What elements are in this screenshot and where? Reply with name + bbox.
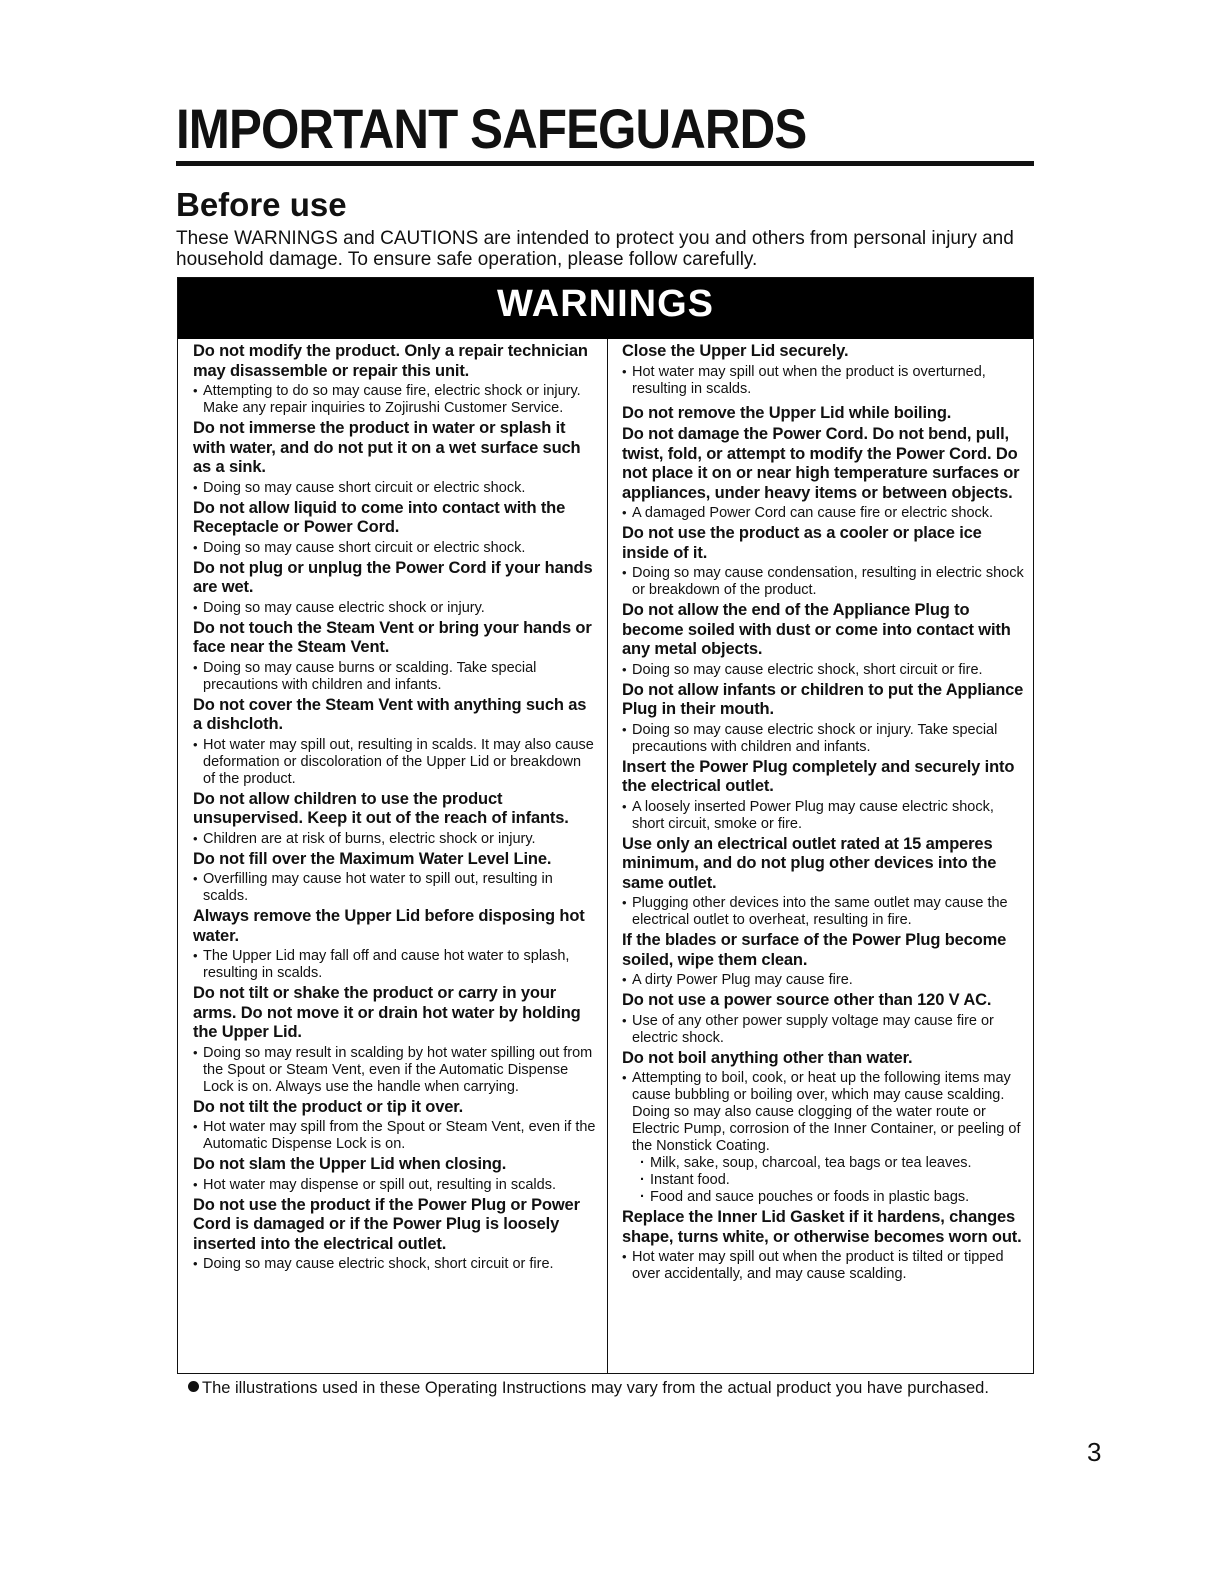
warning-item bbox=[622, 833, 1027, 930]
warning-detail: • Doing so may result in scalding by hot water spilling out from the Spout or Steam Vent, even if the Automatic Dispense Lock is on. Always use the handle when carrying. bbox=[193, 1044, 597, 1096]
warning-detail: • Doing so may cause short circuit or electric shock. bbox=[193, 539, 597, 557]
warning-heading: Do not remove the Upper Lid while boiling. bbox=[622, 403, 952, 422]
warning-heading: Do not immerse the product in water or splash it with water, and do not put it on a wet surface such as a sink. bbox=[193, 419, 581, 476]
warning-item bbox=[193, 557, 597, 617]
warning-heading: Do not use a power source other than 120 V AC. bbox=[622, 991, 992, 1009]
warnings-box bbox=[177, 277, 1034, 1374]
warning-item bbox=[622, 989, 1027, 1047]
warning-item bbox=[622, 1206, 1027, 1283]
warning-item bbox=[622, 522, 1027, 599]
section-title: Before use bbox=[176, 186, 347, 223]
warning-item bbox=[193, 982, 597, 1096]
page-number: 3 bbox=[1087, 1437, 1102, 1467]
warning-detail: • A damaged Power Cord can cause fire or electric shock. bbox=[622, 504, 1027, 522]
warning-detail: • A dirty Power Plug may cause fire. bbox=[622, 971, 1027, 989]
warning-item bbox=[193, 497, 597, 557]
warning-item bbox=[622, 1047, 1027, 1207]
warning-detail: • The Upper Lid may fall off and cause hot water to splash, resulting in scalds. bbox=[193, 947, 597, 982]
warning-heading: Insert the Power Plug completely and securely into the electrical outlet. bbox=[622, 757, 1015, 795]
warnings-header: WARNINGS bbox=[178, 278, 1033, 339]
warning-detail: • Doing so may cause burns or scalding. Take special precautions with children and infants. bbox=[193, 659, 597, 694]
warning-item bbox=[193, 617, 597, 694]
boil-subitem: · Food and sauce pouches or foods in plastic bags. bbox=[640, 1189, 1027, 1206]
warning-heading: Do not use the product if the Power Plug or Power Cord is damaged or if the Power Plug is loosely inserted into the electrical outlet. bbox=[193, 1195, 580, 1253]
warning-item bbox=[193, 340, 597, 417]
warning-item bbox=[193, 788, 597, 848]
boil-subitem: · Milk, sake, soup, charcoal, tea bags or tea leaves. bbox=[640, 1155, 1027, 1172]
warning-detail: • Attempting to do so may cause fire, electric shock or injury. Make any repair inquiries to Zojirushi Customer Service. bbox=[193, 382, 597, 417]
warning-detail: • Hot water may dispense or spill out, resulting in scalds. bbox=[193, 1176, 597, 1194]
warning-item bbox=[622, 402, 1027, 424]
warning-item bbox=[622, 599, 1027, 679]
warning-item bbox=[193, 417, 597, 497]
warning-heading: Do not boil anything other than water. bbox=[622, 1048, 913, 1067]
warning-item bbox=[622, 929, 1027, 989]
warning-item bbox=[193, 1153, 597, 1194]
warning-detail: • Use of any other power supply voltage may cause fire or electric shock. bbox=[622, 1012, 1027, 1047]
warning-heading: Do not slam the Upper Lid when closing. bbox=[193, 1155, 507, 1173]
page-title: IMPORTANT SAFEGUARDS bbox=[176, 97, 807, 160]
warning-heading: Do not damage the Power Cord. Do not bend, pull, twist, fold, or attempt to modify the Power Cord. Do not place it on or near high temperature surfaces or appliances, under heavy items or between objects. bbox=[622, 425, 1020, 502]
warning-heading: Always remove the Upper Lid before disposing hot water. bbox=[193, 907, 585, 945]
warning-heading: Do not allow the end of the Appliance Plug to become soiled with dust or come into contact with any metal objects. bbox=[622, 601, 1011, 658]
warning-heading: Do not tilt or shake the product or carry in your arms. Do not move it or drain hot water by holding the Upper Lid. bbox=[193, 984, 581, 1041]
warning-heading: Do not allow infants or children to put the Appliance Plug in their mouth. bbox=[622, 680, 1024, 718]
warning-detail: • Plugging other devices into the same outlet may cause the electrical outlet to overheat, resulting in fire. bbox=[622, 894, 1027, 929]
warning-detail: • Hot water may spill out when the product is overturned, resulting in scalds. bbox=[622, 363, 1027, 398]
warning-heading: Use only an electrical outlet rated at 15 amperes minimum, and do not plug other devices into the same outlet. bbox=[622, 834, 997, 892]
boil-subitem: · Instant food. bbox=[640, 1172, 1027, 1189]
warning-detail: • Doing so may cause short circuit or electric shock. bbox=[193, 479, 597, 497]
warning-detail: • A loosely inserted Power Plug may cause electric shock, short circuit, smoke or fire. bbox=[622, 798, 1027, 833]
warning-heading: Do not plug or unplug the Power Cord if your hands are wet. bbox=[193, 558, 593, 596]
warning-detail: • Hot water may spill out, resulting in scalds. It may also cause deformation or discoloration of the Upper Lid or breakdown of the product. bbox=[193, 736, 597, 788]
warning-heading: Do not use the product as a cooler or place ice inside of it. bbox=[622, 524, 982, 562]
footnote bbox=[188, 1379, 989, 1398]
warning-heading: Do not modify the product. Only a repair technician may disassemble or repair this unit. bbox=[193, 342, 588, 380]
warning-item bbox=[193, 694, 597, 788]
warning-item bbox=[622, 756, 1027, 833]
warning-item bbox=[622, 340, 1027, 398]
warnings-left-column bbox=[178, 339, 608, 1373]
warnings-right-column bbox=[608, 339, 1033, 1373]
warning-heading: Replace the Inner Lid Gasket if it hardens, changes shape, turns white, or otherwise becomes worn out. bbox=[622, 1208, 1022, 1246]
footnote-text: The illustrations used in these Operating Instructions may vary from the actual product you have purchased. bbox=[202, 1379, 989, 1397]
warning-heading: If the blades or surface of the Power Plug become soiled, wipe them clean. bbox=[622, 931, 1007, 969]
bullet-dot-icon bbox=[188, 1381, 199, 1392]
warning-item bbox=[622, 423, 1027, 522]
warning-detail: • Overfilling may cause hot water to spill out, resulting in scalds. bbox=[193, 870, 597, 905]
warning-detail: • Doing so may cause electric shock, short circuit or fire. bbox=[622, 661, 1027, 679]
warning-heading: Do not tilt the product or tip it over. bbox=[193, 1097, 464, 1116]
warning-detail: • Hot water may spill from the Spout or Steam Vent, even if the Automatic Dispense Lock is on. bbox=[193, 1118, 597, 1153]
warning-detail: • Doing so may cause condensation, resulting in electric shock or breakdown of the product. bbox=[622, 564, 1027, 599]
warning-heading: Do not allow liquid to come into contact with the Receptacle or Power Cord. bbox=[193, 498, 566, 536]
warning-item bbox=[193, 905, 597, 982]
warning-item bbox=[193, 848, 597, 906]
warning-heading: Close the Upper Lid securely. bbox=[622, 342, 849, 360]
warning-detail: • Doing so may cause electric shock or injury. Take special precautions with children and infants. bbox=[622, 721, 1027, 756]
warning-heading: Do not cover the Steam Vent with anything such as a dishcloth. bbox=[193, 695, 587, 733]
warning-detail: • Children are at risk of burns, electric shock or injury. bbox=[193, 830, 597, 848]
warning-heading: Do not allow children to use the product unsupervised. Keep it out of the reach of infants. bbox=[193, 789, 569, 827]
warning-item bbox=[193, 1194, 597, 1274]
warning-item bbox=[193, 1096, 597, 1154]
intro-text: These WARNINGS and CAUTIONS are intended to protect you and others from personal injury and household damage. To ensure safe operation, please follow carefully. bbox=[176, 228, 1014, 270]
warning-heading: Do not fill over the Maximum Water Level Line. bbox=[193, 849, 552, 868]
warning-item bbox=[622, 679, 1027, 756]
warning-detail: • Doing so may cause electric shock, short circuit or fire. bbox=[193, 1255, 597, 1273]
warning-heading: Do not touch the Steam Vent or bring your hands or face near the Steam Vent. bbox=[193, 618, 592, 656]
warning-detail: • Hot water may spill out when the product is tilted or tipped over accidentally, and may cause scalding. bbox=[622, 1248, 1027, 1283]
warning-detail: • Attempting to boil, cook, or heat up the following items may cause bubbling or boiling over, which may cause scalding. Doing so may also cause clogging of the water route or Electric Pump, corrosion of the Inner Container, or peeling of the Nonstick Coating. bbox=[622, 1069, 1027, 1155]
warning-detail: • Doing so may cause electric shock or injury. bbox=[193, 599, 597, 617]
title-rule bbox=[176, 161, 1034, 166]
